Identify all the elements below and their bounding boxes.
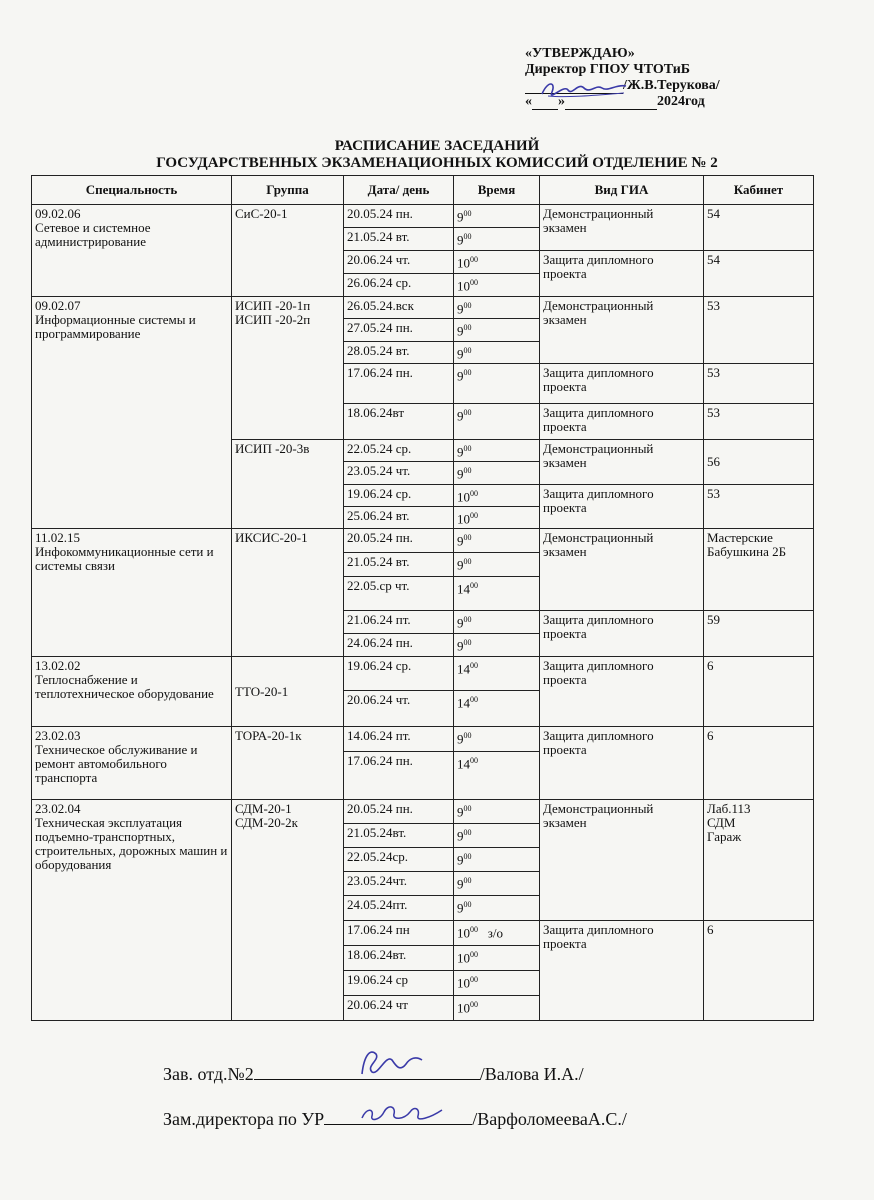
- time-cell: $9^{00}$: [454, 319, 540, 341]
- time-cell: $9^{00}$: [454, 896, 540, 921]
- date-cell: 23.05.24 чт.: [344, 462, 454, 484]
- page-title: РАСПИСАНИЕ ЗАСЕДАНИЙ: [334, 138, 540, 154]
- date-cell: 18.06.24вт: [344, 403, 454, 439]
- group-cell: ТОРА-20-1к: [232, 727, 344, 800]
- time-cell: $9^{00}$: [454, 800, 540, 824]
- time-cell: $9^{00}$: [454, 727, 540, 752]
- time-cell: $14^{00}$: [454, 752, 540, 800]
- time-cell: $9^{00}$: [454, 341, 540, 363]
- group-cell: СиС-20-1: [232, 205, 344, 297]
- footer-label-head: Зав. отд.№2: [163, 1064, 254, 1084]
- date-cell: 18.06.24вт.: [344, 946, 454, 971]
- time-cell: $9^{00}$: [454, 403, 540, 439]
- date-cell: 20.05.24 пн.: [344, 529, 454, 553]
- header-date: Дата/ день: [344, 176, 454, 205]
- exam-type-cell: Демонстрационный экзамен: [540, 529, 704, 611]
- header-specialty: Специальность: [32, 176, 232, 205]
- date-cell: 28.05.24 вт.: [344, 341, 454, 363]
- time-cell: $9^{00}$: [454, 363, 540, 403]
- date-cell: 14.06.24 пт.: [344, 727, 454, 752]
- head-signature-icon: [356, 1046, 426, 1080]
- date-cell: 21.05.24вт.: [344, 824, 454, 848]
- time-cell: $10^{00}$: [454, 251, 540, 274]
- date-close-quote: »: [558, 94, 565, 109]
- specialty-cell: 13.02.02 Теплоснабжение и теплотехническое оборудование: [32, 657, 232, 727]
- table-header-row: [32, 176, 814, 205]
- date-cell: 26.05.24.вск: [344, 297, 454, 319]
- date-cell: 26.06.24 ср.: [344, 274, 454, 297]
- room-cell: 53: [704, 403, 814, 439]
- time-cell: $14^{00}$: [454, 691, 540, 727]
- specialty-cell: 23.02.03 Техническое обслуживание и ремонт автомобильного транспорта: [32, 727, 232, 800]
- date-cell: 17.06.24 пн.: [344, 752, 454, 800]
- time-cell: $9^{00}$: [454, 824, 540, 848]
- group-cell: ТТО-20-1: [232, 657, 344, 727]
- date-cell: 19.06.24 ср.: [344, 484, 454, 506]
- exam-type-cell: Защита дипломного проекта: [540, 727, 704, 800]
- date-cell: 20.06.24 чт.: [344, 251, 454, 274]
- exam-type-cell: Защита дипломного проекта: [540, 484, 704, 529]
- room-cell: 59: [704, 611, 814, 657]
- exam-type-cell: Защита дипломного проекта: [540, 251, 704, 297]
- approval-director-name: /Ж.В.Терукова/: [623, 78, 720, 93]
- footer-name-head: /Валова И.А./: [479, 1064, 584, 1084]
- room-cell: 6: [704, 727, 814, 800]
- date-cell: 22.05.ср чт.: [344, 577, 454, 611]
- room-cell: Лаб.113 СДМ Гараж: [704, 800, 814, 921]
- group-cell: СДМ-20-1 СДМ-20-2к: [232, 800, 344, 1021]
- table-row: [32, 657, 814, 691]
- director-signature-icon: [538, 78, 630, 100]
- time-cell: $9^{00}$: [454, 529, 540, 553]
- date-cell: 21.05.24 вт.: [344, 553, 454, 577]
- time-cell: $10^{00}$ з/о: [454, 921, 540, 946]
- date-cell: 17.06.24 пн.: [344, 363, 454, 403]
- table-row: [32, 727, 814, 752]
- room-cell: 6: [704, 657, 814, 727]
- footer-label-deputy: Зам.директора по УР: [163, 1109, 325, 1129]
- time-cell: $9^{00}$: [454, 611, 540, 634]
- table-row: [32, 297, 814, 319]
- group-cell: ИСИП -20-3в: [232, 439, 344, 528]
- time-cell: $10^{00}$: [454, 506, 540, 528]
- approval-position: Директор ГПОУ ЧТОТиБ: [525, 62, 691, 77]
- time-cell: $9^{00}$: [454, 553, 540, 577]
- table-row: [32, 800, 814, 824]
- exam-type-cell: Демонстрационный экзамен: [540, 439, 704, 484]
- specialty-cell: 23.02.04 Техническая эксплуатация подъемно-транспортных, строительных, дорожных машин и оборудования: [32, 800, 232, 1021]
- date-cell: 25.06.24 вт.: [344, 506, 454, 528]
- room-cell: 54: [704, 205, 814, 251]
- date-cell: 20.05.24 пн.: [344, 800, 454, 824]
- date-cell: 27.05.24 пн.: [344, 319, 454, 341]
- table-row: [32, 205, 814, 228]
- header-room: Кабинет: [704, 176, 814, 205]
- exam-type-cell: Демонстрационный экзамен: [540, 205, 704, 251]
- exam-type-cell: Защита дипломного проекта: [540, 921, 704, 1021]
- time-cell: $9^{00}$: [454, 462, 540, 484]
- group-cell: ИСИП -20-1п ИСИП -20-2п: [232, 297, 344, 440]
- date-cell: 19.06.24 ср: [344, 971, 454, 996]
- time-cell: $9^{00}$: [454, 228, 540, 251]
- date-cell: 23.05.24чт.: [344, 872, 454, 896]
- deputy-signature-icon: [358, 1098, 448, 1128]
- exam-type-cell: Защита дипломного проекта: [540, 657, 704, 727]
- time-cell: $9^{00}$: [454, 848, 540, 872]
- date-cell: 21.06.24 пт.: [344, 611, 454, 634]
- date-cell: 19.06.24 ср.: [344, 657, 454, 691]
- time-note: з/о: [487, 925, 503, 941]
- time-cell: $14^{00}$: [454, 657, 540, 691]
- approval-heading: «УТВЕРЖДАЮ»: [525, 46, 635, 61]
- time-cell: $14^{00}$: [454, 577, 540, 611]
- date-cell: 22.05.24 ср.: [344, 439, 454, 461]
- date-cell: 20.05.24 пн.: [344, 205, 454, 228]
- date-cell: 20.06.24 чт.: [344, 691, 454, 727]
- time-cell: $10^{00}$: [454, 484, 540, 506]
- time-cell: $9^{00}$: [454, 439, 540, 461]
- room-cell: Мастерские Бабушкина 2Б: [704, 529, 814, 611]
- group-cell: ИКСИС-20-1: [232, 529, 344, 657]
- time-cell: $10^{00}$: [454, 274, 540, 297]
- time-cell: $9^{00}$: [454, 872, 540, 896]
- room-cell: 53: [704, 297, 814, 364]
- date-cell: 20.06.24 чт: [344, 996, 454, 1021]
- room-cell: 56: [704, 439, 814, 484]
- date-cell: 24.06.24 пн.: [344, 634, 454, 657]
- date-cell: 24.05.24пт.: [344, 896, 454, 921]
- date-cell: 21.05.24 вт.: [344, 228, 454, 251]
- time-cell: $9^{00}$: [454, 297, 540, 319]
- time-cell: $10^{00}$: [454, 946, 540, 971]
- date-cell: 22.05.24ср.: [344, 848, 454, 872]
- table-row: [32, 529, 814, 553]
- footer-name-deputy: /ВарфоломееваА.С./: [472, 1109, 627, 1129]
- date-cell: 17.06.24 пн: [344, 921, 454, 946]
- specialty-cell: 11.02.15 Инфокоммуникационные сети и системы связи: [32, 529, 232, 657]
- header-exam-type: Вид ГИА: [540, 176, 704, 205]
- time-cell: $10^{00}$: [454, 996, 540, 1021]
- room-cell: 53: [704, 363, 814, 403]
- header-time: Время: [454, 176, 540, 205]
- schedule-table: [31, 175, 814, 1021]
- page-subtitle: ГОСУДАРСТВЕННЫХ ЭКЗАМЕНАЦИОННЫХ КОМИССИЙ ОТДЕЛЕНИЕ № 2: [156, 155, 718, 171]
- exam-type-cell: Защита дипломного проекта: [540, 611, 704, 657]
- specialty-cell: 09.02.07 Информационные системы и программирование: [32, 297, 232, 529]
- exam-type-cell: Демонстрационный экзамен: [540, 800, 704, 921]
- specialty-cell: 09.02.06 Сетевое и системное администрирование: [32, 205, 232, 297]
- room-cell: 54: [704, 251, 814, 297]
- approval-year: 2024год: [657, 94, 705, 109]
- room-cell: 53: [704, 484, 814, 529]
- time-cell: $10^{00}$: [454, 971, 540, 996]
- room-cell: 6: [704, 921, 814, 1021]
- date-open-quote: «: [525, 94, 532, 109]
- exam-type-cell: Демонстрационный экзамен: [540, 297, 704, 364]
- time-cell: $9^{00}$: [454, 634, 540, 657]
- exam-type-cell: Защита дипломного проекта: [540, 363, 704, 403]
- time-cell: $9^{00}$: [454, 205, 540, 228]
- header-group: Группа: [232, 176, 344, 205]
- exam-type-cell: Защита дипломного проекта: [540, 403, 704, 439]
